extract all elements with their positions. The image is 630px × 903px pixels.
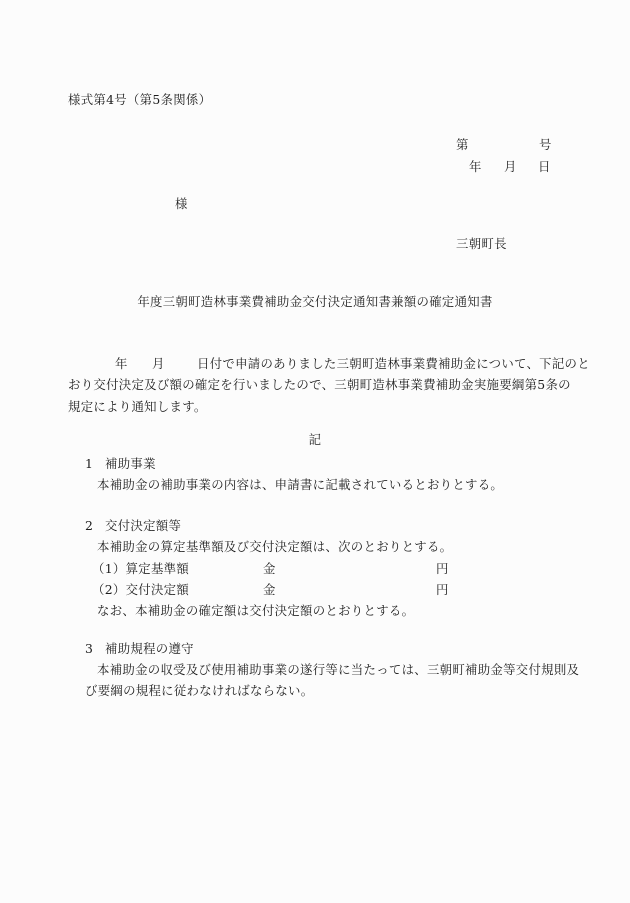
doc-number-prefix: 第 bbox=[456, 137, 469, 152]
item3-heading: 補助規程の遵守 bbox=[105, 641, 194, 656]
item2-sub2-label: （2）交付決定額 bbox=[92, 582, 190, 597]
document-title: 年度三朝町造林事業費補助金交付決定通知書兼額の確定通知書 bbox=[137, 294, 493, 309]
item3-body-line1: 本補助金の収受及び使用補助事業の遂行等に当たっては、三朝町補助金等交付規則及 bbox=[97, 662, 580, 677]
form-number-label: 様式第4号（第5条関係） bbox=[68, 92, 212, 107]
item1-heading: 補助事業 bbox=[105, 456, 156, 471]
item2-intro: 本補助金の算定基準額及び交付決定額は、次のとおりとする。 bbox=[97, 539, 453, 554]
date-month-label: 月 bbox=[504, 159, 517, 174]
body-month-label: 月 bbox=[152, 356, 165, 371]
sender-title: 三朝町長 bbox=[456, 236, 507, 251]
item1-body: 本補助金の補助事業の内容は、申請書に記載されているとおりとする。 bbox=[97, 477, 504, 492]
item2-sub1-currency: 金 bbox=[263, 561, 276, 576]
item3-body-line2: び要綱の規程に従わなければならない。 bbox=[85, 683, 314, 698]
date-year-label: 年 bbox=[469, 159, 482, 174]
item2-sub1-unit: 円 bbox=[436, 561, 449, 576]
item2-sub2-currency: 金 bbox=[263, 582, 276, 597]
body-line1-text: 日付で申請のありました三朝町造林事業費補助金について、下記のと bbox=[197, 356, 590, 371]
body-year-label: 年 bbox=[115, 356, 128, 371]
item3-number: 3 bbox=[85, 641, 94, 656]
doc-number-suffix: 号 bbox=[539, 137, 552, 152]
item2-sub2-unit: 円 bbox=[436, 582, 449, 597]
list-marker: 記 bbox=[308, 432, 322, 447]
item2-number: 2 bbox=[85, 518, 94, 533]
item2-heading: 交付決定額等 bbox=[105, 518, 182, 533]
item2-sub1-label: （1）算定基準額 bbox=[92, 561, 190, 576]
item2-note: なお、本補助金の確定額は交付決定額のとおりとする。 bbox=[97, 603, 415, 618]
body-line3-text: 規定により通知します。 bbox=[68, 399, 207, 414]
body-line2-text: おり交付決定及び額の確定を行いましたので、三朝町造林事業費補助金実施要綱第5条の bbox=[68, 377, 571, 392]
date-day-label: 日 bbox=[538, 159, 551, 174]
item1-number: 1 bbox=[85, 456, 94, 471]
addressee-honorific: 様 bbox=[175, 196, 188, 211]
